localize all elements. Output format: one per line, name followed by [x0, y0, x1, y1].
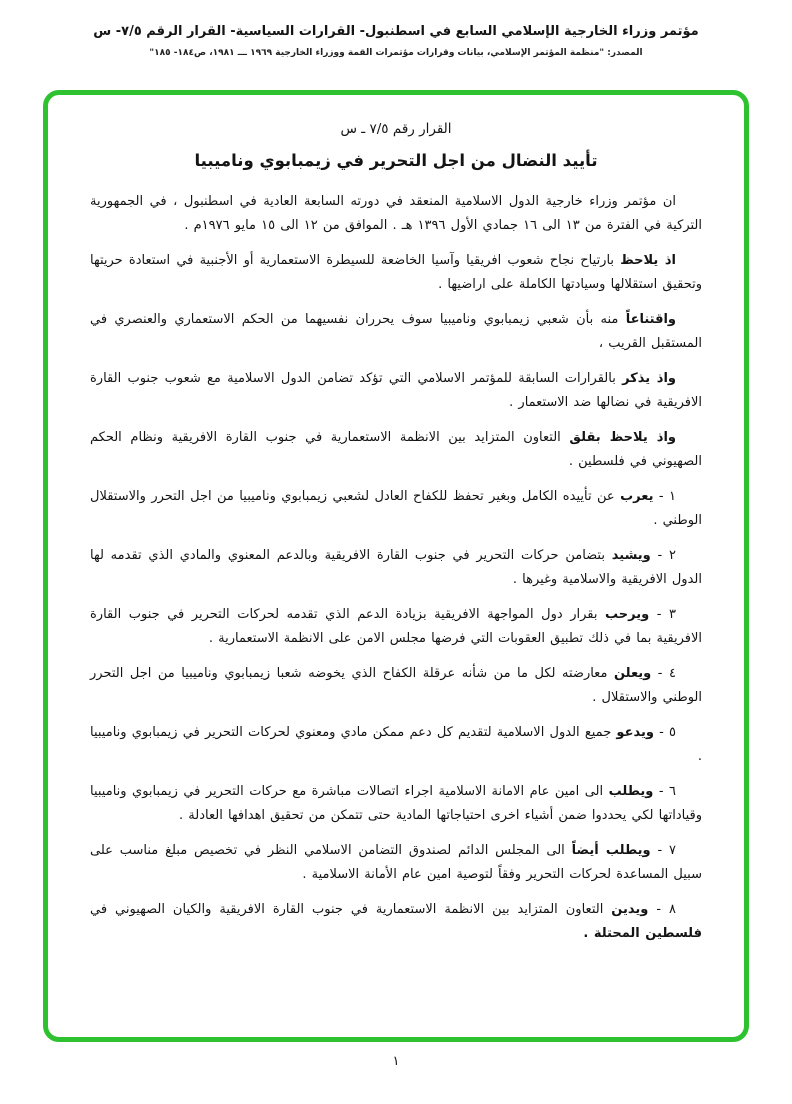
preamble-paragraph	[90, 308, 702, 356]
document-footer	[0, 1050, 792, 1069]
item-text: الى المجلس الدائم لصندوق التضامن الاسلامي النظر في تخصيص مبلغ مناسب على سبيل المساعدة لحركات التحرير وفقاً لتوصية امين عام الأمانة الاسلامية .	[90, 843, 702, 882]
item-tail: فلسطين المحتلة .	[583, 926, 702, 941]
preamble-text: ان مؤتمر وزراء خارجية الدول الاسلامية المنعقد في دورته السابعة العادية في اسطنبول ، في الجمهورية التركية في الفترة من ١٣ الى ١٦ جمادي الأول ١٣٩٦ هـ . الموافق من ١٢ الى ١٥ مايو ١٩٧٦م .	[90, 194, 702, 233]
item-text: الى امين عام الامانة الاسلامية اجراء اتصالات مباشرة مع حركات التحرير في زيمبابوي وناميبيا وقياداتها لكي يحددوا ضمن أشياء اخرى احتياجاتها المادية حتى تتمكن من تحقيق اهدافها العادلة .	[90, 784, 702, 823]
resolution-title: تأييد النضال من اجل التحرير في زيمبابوي وناميبيا	[194, 151, 598, 170]
resolution-item	[90, 721, 702, 769]
item-text: التعاون المتزايد بين الانظمة الاستعمارية في جنوب القارة الافريقية والكيان الصهيوني في	[90, 902, 612, 917]
resolution-item	[90, 603, 702, 651]
item-lead: ويطلب أيضاً	[571, 843, 651, 858]
resolution-item	[90, 780, 702, 828]
resolution-item	[90, 898, 702, 946]
item-number: ٢ -	[657, 548, 676, 563]
item-lead: ويشيد	[611, 548, 651, 563]
preamble-paragraph	[90, 426, 702, 474]
preamble-paragraph	[90, 367, 702, 415]
item-number: ٤ -	[657, 666, 676, 681]
preamble-lead: واقتناعاً	[625, 312, 676, 327]
document-header	[0, 24, 792, 58]
item-text: معارضته لكل ما من شأنه عرقلة الكفاح الذي يخوضه شعبا زيمبابوي وناميبيا من اجل التحرر الوطني والاستقلال .	[90, 666, 702, 705]
header-title: مؤتمر وزراء الخارجية الإسلامي السابع في اسطنبول- القرارات السياسية- القرار الرقم ٧/٥- س	[93, 24, 699, 39]
preamble-text: بالقرارات السابقة للمؤتمر الاسلامي التي تؤكد تضامن الدول الاسلامية مع شعوب جنوب القارة الافريقية في نضالها ضد الاستعمار .	[90, 371, 702, 410]
preamble-lead: واذ يذكر	[622, 371, 676, 386]
item-text: بتضامن حركات التحرير في جنوب القارة الافريقية وبالدعم المعنوي والمادي الذي تقدمه لها الدول الافريقية والاسلامية وغيرها .	[90, 548, 702, 587]
header-source: المصدر: "منظمة المؤتمر الإسلامي، بيانات وقرارات مؤتمرات القمة ووزراء الخارجية ١٩٦٩ ـــ ١٩٨١، ص١٨٤- ١٨٥"	[149, 48, 643, 58]
item-text: بقرار دول المواجهة الافريقية بزيادة الدعم الذي تقدمه لحركات التحرير في جنوب القارة الافريقية بما في ذلك تطبيق العقوبات التي فرضها مجلس الامن على الانظمة الاستعمارية .	[90, 607, 702, 646]
preamble-text: التعاون المتزايد بين الانظمة الاستعمارية في جنوب القارة الافريقية ونظام الحكم الصهيوني في فلسطين .	[90, 430, 702, 469]
item-lead: يعرب	[620, 489, 654, 504]
resolution-number: القرار رقم ٧/٥ ـ س	[340, 121, 452, 137]
item-text: عن تأييده الكامل وبغير تحفظ للكفاح العادل لشعبي زيمبابوي وناميبيا من اجل التحرر والاستقلال الوطني .	[90, 489, 702, 528]
resolution-item	[90, 485, 702, 533]
item-text: جميع الدول الاسلامية لتقديم كل دعم ممكن مادي ومعنوي لحركات التحرير في زيمبابوي وناميبيا .	[90, 725, 702, 764]
preamble-text: بارتياح نجاح شعوب افريقيا وآسيا الخاضعة للسيطرة الاستعمارية أو الأجنبية في استعادة حريتها وتحقيق استقلالها وسيادتها الكاملة على اراضيها .	[90, 253, 702, 292]
item-number: ٣ -	[656, 607, 677, 622]
preamble-paragraph	[90, 249, 702, 297]
highlight-frame	[43, 90, 749, 1042]
preamble-lead: واذ يلاحظ بقلق	[569, 430, 676, 445]
item-number: ٨ -	[656, 902, 676, 917]
item-lead: ويدين	[611, 902, 649, 917]
item-number: ١ -	[658, 489, 676, 504]
item-lead: ويعلن	[613, 666, 652, 681]
preamble-text: منه بأن شعبي زيمبابوي وناميبيا سوف يحرران نفسيهما من الحكم الاستعماري والعنصري في المستقبل القريب ،	[90, 312, 702, 351]
item-number: ٥ -	[659, 725, 677, 740]
item-lead: ويدعو	[616, 725, 654, 740]
resolution-item	[90, 662, 702, 710]
page-number: ١	[392, 1054, 400, 1069]
preamble-lead: اذ يلاحظ	[620, 253, 676, 268]
preamble-paragraph	[90, 190, 702, 238]
item-number: ٧ -	[657, 843, 676, 858]
item-lead: ويرحب	[605, 607, 650, 622]
item-number: ٦ -	[658, 784, 676, 799]
item-lead: ويطلب	[608, 784, 654, 799]
resolution-item	[90, 839, 702, 887]
resolution-item	[90, 544, 702, 592]
